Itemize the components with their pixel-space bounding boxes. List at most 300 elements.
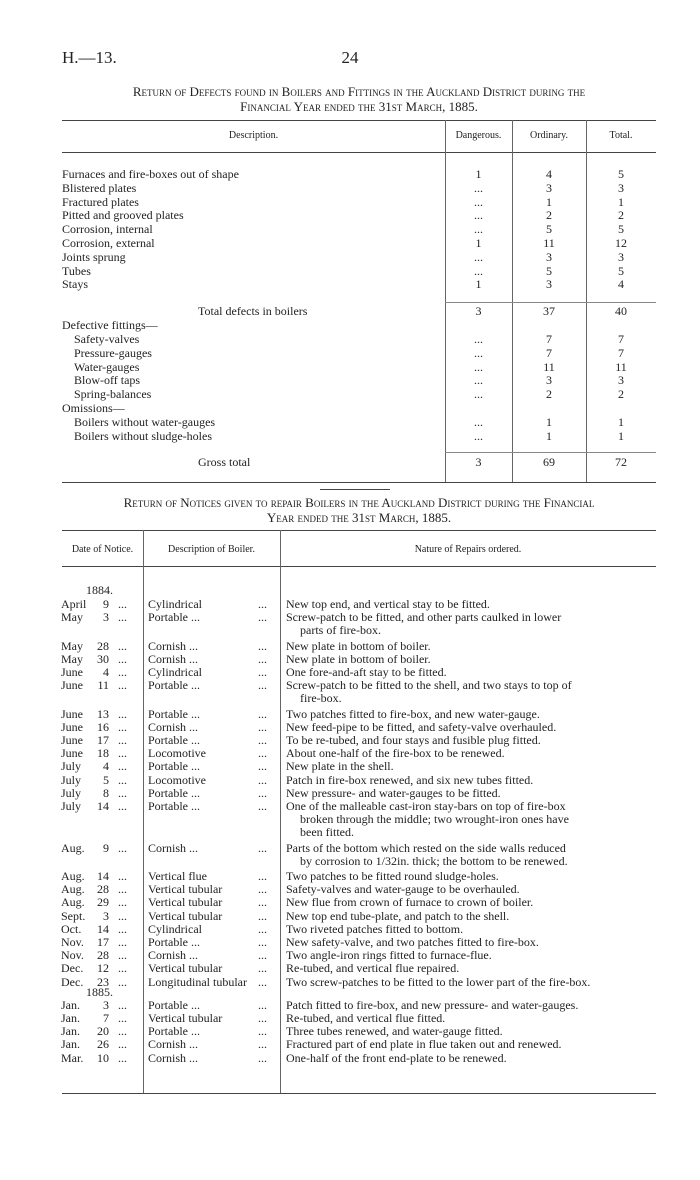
notice-row	[0, 949, 700, 962]
defect-label: Corrosion, internal	[62, 222, 153, 237]
dangerous-value: ...	[474, 332, 483, 346]
defect-label: Pitted and grooved plates	[62, 208, 184, 223]
notice-day: 12	[97, 961, 109, 976]
defect-label: Water-gauges	[74, 359, 140, 374]
boiler-type: Cornish ...	[148, 1050, 199, 1065]
notices-title	[62, 495, 656, 525]
date-leader: ...	[118, 678, 127, 693]
repair-text: New plate in the shell.	[286, 759, 394, 774]
defect-label: Blistered plates	[62, 180, 137, 195]
defects-bottom-rule	[62, 482, 656, 483]
defect-label: Corrosion, external	[62, 236, 155, 250]
repair-text: Patch in fire-box renewed, and six new tubes fitted.	[286, 772, 534, 787]
defect-label: Pressure-gauges	[74, 345, 152, 360]
date-leader: ...	[118, 1050, 127, 1065]
defect-row	[0, 265, 700, 278]
ordinary-value: 3	[546, 373, 552, 388]
notice-row	[0, 842, 700, 855]
date-leader: ...	[118, 733, 127, 747]
ordinary-value: 11	[543, 359, 555, 374]
dangerous-value: 3	[475, 455, 482, 469]
notice-day: 28	[97, 882, 109, 897]
date-leader: ...	[118, 921, 127, 936]
date-leader: ...	[118, 799, 127, 813]
notice-day: 23	[97, 974, 109, 989]
notices-bottom-rule	[62, 1093, 656, 1094]
notice-row	[0, 721, 700, 734]
notice-month: Aug.	[61, 882, 85, 897]
repair-text: Two patches fitted to fire-box, and new water-gauge.	[286, 706, 540, 721]
boiler-type: Cornish ...	[148, 948, 199, 963]
notice-day: 4	[103, 759, 109, 774]
notice-month: Sept.	[61, 908, 86, 923]
repair-text: New safety-valve, and two patches fitted to fire-box.	[286, 935, 539, 949]
defect-row	[0, 416, 700, 429]
notice-day: 26	[97, 1037, 109, 1052]
defect-row	[0, 168, 700, 181]
boiler-type: Cornish ...	[148, 840, 199, 855]
subtotal-rule	[445, 302, 656, 303]
date-leader: ...	[118, 610, 127, 625]
notice-month: June	[61, 678, 83, 693]
dangerous-value: ...	[474, 180, 483, 195]
ordinary-value: 3	[546, 249, 552, 264]
total-value: 7	[618, 345, 624, 360]
repair-text: parts of fire-box.	[300, 623, 381, 638]
notice-row	[0, 962, 700, 975]
ordinary-value: 5	[546, 222, 552, 237]
repair-text: New pressure- and water-gauges to be fitted.	[286, 785, 501, 800]
notice-row	[0, 692, 700, 705]
ordinary-value: 7	[546, 345, 552, 360]
notice-row	[0, 624, 700, 637]
notice-month: Jan.	[61, 997, 80, 1012]
defect-row	[0, 361, 700, 374]
defects-header-rule	[62, 152, 656, 153]
notice-day: 29	[97, 895, 109, 910]
notice-day: 18	[97, 746, 109, 761]
boiler-type: Vertical tubular	[148, 1011, 223, 1025]
boiler-leader: ...	[258, 746, 267, 761]
notice-month: June	[61, 733, 83, 747]
boiler-leader: ...	[258, 1050, 267, 1065]
defect-label: Tubes	[62, 263, 91, 278]
defects-title-line2: Financial Year ended the 31st March, 1885.	[240, 99, 478, 114]
ordinary-value: 2	[546, 387, 552, 402]
total-value: 5	[618, 222, 624, 237]
col-boiler: Description of Boiler.	[168, 544, 255, 555]
boiler-type: Cornish ...	[148, 638, 199, 653]
notice-row	[0, 910, 700, 923]
defect-label: Furnaces and fire-boxes out of shape	[62, 167, 239, 181]
defect-row	[0, 402, 700, 415]
ordinary-value: 2	[546, 208, 552, 223]
notice-day: 13	[97, 706, 109, 721]
boiler-type: Cornish ...	[148, 651, 199, 666]
boiler-leader: ...	[258, 840, 267, 855]
ordinary-value: 1	[546, 415, 552, 429]
date-leader: ...	[118, 759, 127, 774]
boiler-type: Cylindrical	[148, 665, 202, 679]
defect-label: Boilers without sludge-holes	[74, 429, 212, 443]
dangerous-value: 1	[475, 236, 482, 250]
notice-month: Nov.	[61, 935, 84, 949]
notice-month: May	[61, 651, 83, 666]
boiler-leader: ...	[258, 733, 267, 747]
repair-text: Two patches to be fitted round sludge-holes.	[286, 869, 499, 883]
boiler-leader: ...	[258, 961, 267, 976]
defect-row	[0, 456, 700, 469]
notice-month: April	[61, 597, 87, 611]
dangerous-value: ...	[474, 222, 483, 237]
date-leader: ...	[118, 997, 127, 1012]
col-dangerous: Dangerous.	[455, 130, 502, 141]
defects-title	[62, 84, 656, 114]
boiler-leader: ...	[258, 882, 267, 897]
notice-day: 14	[97, 869, 109, 883]
notice-month: Dec.	[61, 961, 84, 976]
defect-row	[0, 209, 700, 222]
boiler-leader: ...	[258, 908, 267, 923]
total-value: 2	[618, 208, 624, 223]
boiler-type: Portable ...	[148, 678, 200, 693]
date-leader: ...	[118, 961, 127, 976]
defect-row	[0, 319, 700, 332]
total-value: 2	[618, 387, 624, 402]
ordinary-value: 69	[543, 455, 555, 469]
total-value: 5	[618, 167, 624, 181]
notice-row	[0, 760, 700, 773]
section-rule	[320, 489, 390, 490]
boiler-type: Portable ...	[148, 759, 200, 774]
defect-label: Spring-balances	[74, 387, 152, 402]
date-leader: ...	[118, 746, 127, 761]
date-leader: ...	[118, 1011, 127, 1025]
gross-total-rule	[445, 452, 656, 453]
defect-row	[0, 305, 700, 318]
defect-label: Blow-off taps	[74, 373, 141, 388]
total-value: 3	[618, 249, 624, 264]
defect-label: Total defects in boilers	[198, 304, 308, 318]
repair-text: One-half of the front end-plate to be renewed.	[286, 1050, 507, 1065]
notice-row	[0, 640, 700, 653]
notice-day: 3	[103, 610, 109, 625]
dangerous-value: ...	[474, 359, 483, 374]
total-value: 3	[618, 180, 624, 195]
defects-title-line1: Return of Defects found in Boilers and Fittings in the Auckland District during the	[132, 84, 586, 99]
boiler-type: Cornish ...	[148, 719, 199, 734]
notice-month: July	[61, 799, 82, 813]
notice-row	[0, 747, 700, 760]
notice-row	[0, 1025, 700, 1038]
dangerous-value: ...	[474, 345, 483, 360]
boiler-leader: ...	[258, 665, 267, 679]
repair-text: Patch fitted to fire-box, and new pressure- and water-gauges.	[286, 997, 579, 1012]
boiler-type: Locomotive	[148, 746, 206, 761]
total-value: 12	[615, 236, 627, 250]
dangerous-value: ...	[474, 429, 483, 443]
boiler-type: Portable ...	[148, 706, 200, 721]
ordinary-value: 3	[546, 180, 552, 195]
boiler-leader: ...	[258, 869, 267, 883]
boiler-type: Vertical tubular	[148, 961, 223, 976]
notice-month: Aug.	[61, 869, 85, 883]
notices-title-line2: Year ended the 31st March, 1885.	[266, 510, 452, 525]
notice-month: Aug.	[61, 895, 85, 910]
total-value: 11	[615, 359, 627, 374]
notice-row	[0, 666, 700, 679]
boiler-type: Portable ...	[148, 799, 200, 813]
notice-row	[0, 679, 700, 692]
boiler-type: Cylindrical	[148, 597, 202, 611]
notice-day: 20	[97, 1024, 109, 1039]
notice-day: 4	[103, 665, 109, 679]
date-leader: ...	[118, 895, 127, 910]
repair-text: by corrosion to 1/32in. thick; the bottom to be renewed.	[300, 853, 568, 868]
boiler-type: Vertical tubular	[148, 908, 223, 923]
ordinary-value: 5	[546, 263, 552, 278]
repair-text: New top end tube-plate, and patch to the shell.	[286, 908, 510, 923]
boiler-leader: ...	[258, 785, 267, 800]
total-value: 5	[618, 263, 624, 278]
notice-month: June	[61, 665, 83, 679]
total-value: 7	[618, 332, 624, 346]
notice-day: 14	[97, 921, 109, 936]
notice-day: 5	[103, 772, 109, 787]
boiler-type: Vertical flue	[148, 869, 207, 883]
notice-row	[0, 598, 700, 611]
boiler-leader: ...	[258, 948, 267, 963]
defect-row	[0, 430, 700, 443]
notice-row	[0, 813, 700, 826]
repair-text: been fitted.	[300, 825, 354, 840]
dangerous-value: ...	[474, 208, 483, 223]
boiler-type: Portable ...	[148, 785, 200, 800]
date-leader: ...	[118, 597, 127, 611]
year-1885: 1885.	[86, 984, 113, 999]
dangerous-value: 1	[475, 277, 482, 292]
notice-row	[0, 708, 700, 721]
defect-label: Defective fittings—	[62, 318, 158, 332]
col-nature: Nature of Repairs ordered.	[414, 544, 522, 555]
col-ordinary: Ordinary.	[530, 130, 568, 141]
notice-day: 8	[103, 785, 109, 800]
repair-text: New top end, and vertical stay to be fitted.	[286, 597, 490, 611]
notice-day: 30	[97, 651, 109, 666]
notice-day: 10	[97, 1050, 109, 1065]
col-total: Total.	[609, 130, 633, 141]
defect-row	[0, 374, 700, 387]
total-value: 72	[615, 455, 627, 469]
notice-day: 17	[97, 935, 109, 949]
repair-text: Screw-patch to be fitted, and other parts caulked in lower	[286, 610, 562, 625]
defect-label: Fractured plates	[62, 194, 139, 209]
notice-day: 11	[97, 678, 109, 693]
defect-row	[0, 347, 700, 360]
defect-row	[0, 278, 700, 291]
notice-month: June	[61, 719, 83, 734]
notice-month: June	[61, 746, 83, 761]
boiler-leader: ...	[258, 651, 267, 666]
defect-row	[0, 196, 700, 209]
notice-row	[0, 855, 700, 868]
date-leader: ...	[118, 908, 127, 923]
repair-text: broken through the middle; two wrought-iron ones have	[300, 812, 569, 827]
page-number: 24	[341, 48, 359, 67]
notice-day: 28	[97, 948, 109, 963]
repair-text: New plate in bottom of boiler.	[286, 651, 431, 666]
notice-day: 14	[97, 799, 109, 813]
ordinary-value: 37	[543, 304, 555, 318]
boiler-leader: ...	[258, 638, 267, 653]
notice-month: June	[61, 706, 83, 721]
notice-day: 9	[103, 840, 109, 855]
notice-day: 28	[97, 638, 109, 653]
notice-month: Jan.	[61, 1024, 80, 1039]
dangerous-value: ...	[474, 263, 483, 278]
repair-text: To be re-tubed, and four stays and fusible plug fitted.	[286, 733, 541, 747]
notice-day: 7	[103, 1011, 109, 1025]
notice-month: May	[61, 638, 83, 653]
notice-month: Jan.	[61, 1037, 80, 1052]
col-description: Description.	[228, 130, 279, 141]
boiler-type: Longitudinal tubular	[148, 974, 247, 989]
notice-row	[0, 1012, 700, 1025]
total-value: 1	[618, 429, 624, 443]
defect-label: Safety-valves	[74, 332, 140, 346]
boiler-type: Vertical tubular	[148, 895, 223, 910]
repair-text: Safety-valves and water-gauge to be overhauled.	[286, 882, 520, 897]
notice-day: 9	[103, 597, 109, 611]
notice-row	[0, 653, 700, 666]
repair-text: New flue from crown of furnace to crown of boiler.	[286, 895, 534, 910]
boiler-leader: ...	[258, 799, 267, 813]
notices-title-line1: Return of Notices given to repair Boilers in the Auckland District during the Financial	[123, 495, 595, 510]
notice-row	[0, 734, 700, 747]
repair-text: Fractured part of end plate in flue taken out and renewed.	[286, 1037, 562, 1052]
ordinary-value: 3	[546, 277, 552, 292]
notice-row	[0, 936, 700, 949]
total-value: 1	[618, 194, 624, 209]
repair-text: One of the malleable cast-iron stay-bars on top of fire-box	[286, 799, 566, 813]
boiler-leader: ...	[258, 772, 267, 787]
notice-row	[0, 999, 700, 1012]
notice-day: 16	[97, 719, 109, 734]
boiler-type: Portable ...	[148, 1024, 200, 1039]
repair-text: New feed-pipe to be fitted, and safety-valve overhauled.	[286, 719, 557, 734]
boiler-leader: ...	[258, 1011, 267, 1025]
notice-row	[0, 611, 700, 624]
repair-text: New plate in bottom of boiler.	[286, 638, 431, 653]
date-leader: ...	[118, 948, 127, 963]
ordinary-value: 4	[546, 167, 552, 181]
boiler-type: Cornish ...	[148, 1037, 199, 1052]
boiler-leader: ...	[258, 706, 267, 721]
notices-top-rule	[62, 530, 656, 531]
document-code: H.—13.	[62, 48, 117, 67]
date-leader: ...	[118, 785, 127, 800]
boiler-type: Vertical tubular	[148, 882, 223, 897]
notice-month: Aug.	[61, 840, 85, 855]
total-value: 3	[618, 373, 624, 388]
notice-month: July	[61, 785, 82, 800]
dangerous-value: ...	[474, 373, 483, 388]
dangerous-value: ...	[474, 415, 483, 429]
repair-text: Re-tubed, and vertical flue fitted.	[286, 1011, 446, 1025]
boiler-leader: ...	[258, 921, 267, 936]
date-leader: ...	[118, 974, 127, 989]
notice-month: Jan.	[61, 1011, 80, 1025]
notices-header-rule	[62, 566, 656, 567]
boiler-leader: ...	[258, 610, 267, 625]
date-leader: ...	[118, 665, 127, 679]
ordinary-value: 1	[546, 194, 552, 209]
notice-row	[0, 923, 700, 936]
boiler-leader: ...	[258, 1024, 267, 1039]
defect-label: Boilers without water-gauges	[74, 415, 216, 429]
notice-day: 17	[97, 733, 109, 747]
boiler-type: Portable ...	[148, 997, 200, 1012]
repair-text: One fore-and-aft stay to be fitted.	[286, 665, 447, 679]
ordinary-value: 7	[546, 332, 552, 346]
notice-row	[0, 883, 700, 896]
notice-row	[0, 826, 700, 839]
notice-month: Nov.	[61, 948, 84, 963]
notice-month: Mar.	[61, 1050, 84, 1065]
repair-text: Two riveted patches fitted to bottom.	[286, 921, 464, 936]
total-value: 40	[615, 304, 627, 318]
date-leader: ...	[118, 638, 127, 653]
col-date: Date of Notice.	[71, 544, 134, 555]
date-leader: ...	[118, 772, 127, 787]
defect-label: Omissions—	[62, 401, 125, 415]
boiler-type: Portable ...	[148, 733, 200, 747]
notice-row	[0, 787, 700, 800]
ordinary-value: 1	[546, 429, 552, 443]
date-leader: ...	[118, 840, 127, 855]
defect-label: Gross total	[198, 455, 251, 469]
notice-month: July	[61, 759, 82, 774]
boiler-type: Portable ...	[148, 935, 200, 949]
boiler-leader: ...	[258, 895, 267, 910]
boiler-leader: ...	[258, 678, 267, 693]
boiler-leader: ...	[258, 935, 267, 949]
defect-row	[0, 237, 700, 250]
repair-text: Two screw-patches to be fitted to the lower part of the fire-box.	[286, 974, 591, 989]
boiler-type: Portable ...	[148, 610, 200, 625]
notice-row	[0, 1038, 700, 1051]
date-leader: ...	[118, 882, 127, 897]
defect-row	[0, 251, 700, 264]
date-leader: ...	[118, 719, 127, 734]
defect-row	[0, 182, 700, 195]
notice-month: May	[61, 610, 83, 625]
notice-row	[0, 774, 700, 787]
notice-row	[0, 870, 700, 883]
defects-top-rule	[62, 120, 656, 121]
total-value: 4	[618, 277, 624, 292]
boiler-leader: ...	[258, 974, 267, 989]
date-leader: ...	[118, 706, 127, 721]
notice-month: July	[61, 772, 82, 787]
repair-text: fire-box.	[300, 691, 342, 706]
dangerous-value: 1	[475, 167, 482, 181]
date-leader: ...	[118, 869, 127, 883]
ordinary-value: 11	[543, 236, 555, 250]
defect-row	[0, 388, 700, 401]
defect-label: Stays	[62, 277, 89, 292]
boiler-type: Locomotive	[148, 772, 206, 787]
